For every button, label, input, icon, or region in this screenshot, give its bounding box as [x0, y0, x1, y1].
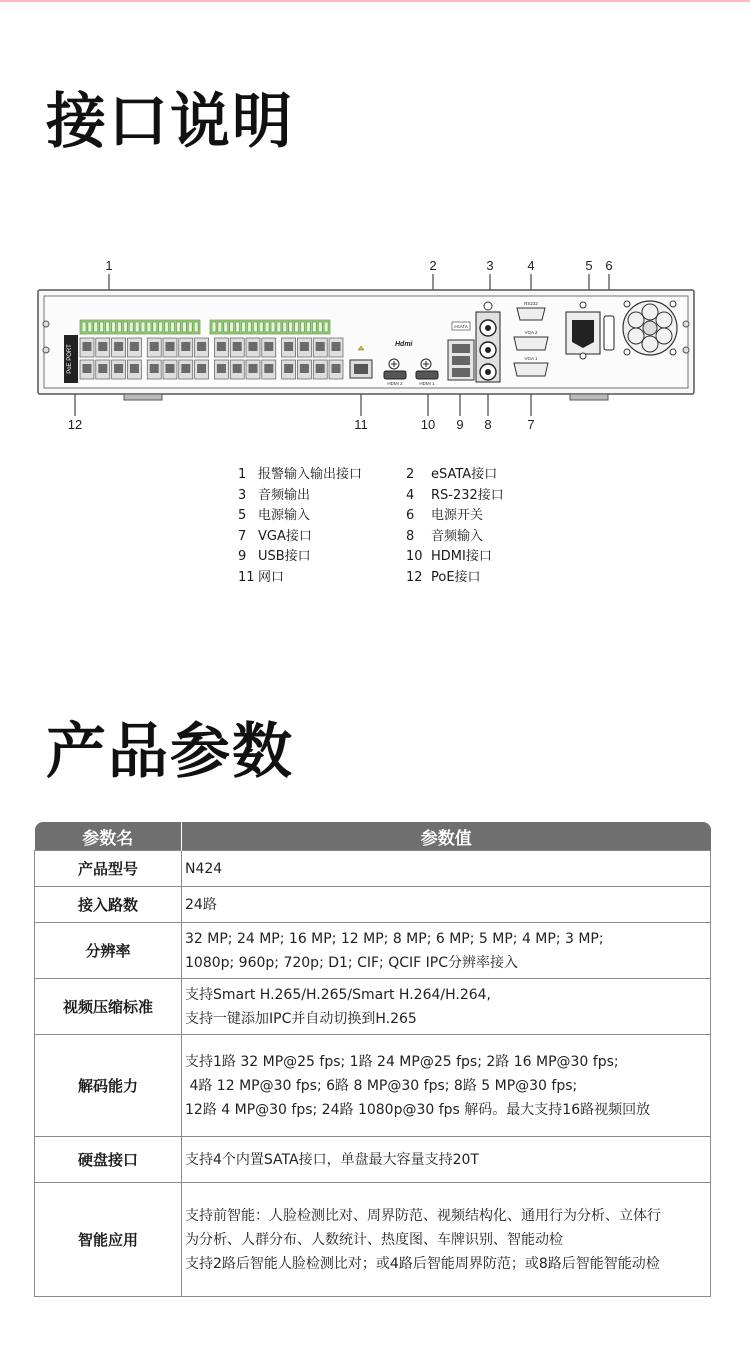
param-value-line: 24路 [185, 896, 217, 913]
audio-ports [476, 302, 500, 382]
param-name-cell: 分辨率 [35, 923, 182, 979]
legend-item [406, 568, 504, 589]
legend-item [406, 465, 504, 486]
legend-label: 网口 [258, 569, 285, 585]
table-row [35, 923, 711, 979]
legend-item [406, 506, 504, 527]
param-value-line: 32 MP; 24 MP; 16 MP; 12 MP; 8 MP; 6 MP; 5 MP; 4 MP; 3 MP; [185, 930, 604, 947]
legend-number: 5 [238, 508, 247, 524]
callout-7: 7 [527, 417, 535, 432]
hdmi-logo: Hdmi [395, 341, 413, 348]
legend-label: 电源开关 [431, 508, 484, 524]
table-row [35, 1137, 711, 1183]
param-value-line: 支持一键添加IPC并自动切换到H.265 [185, 1010, 417, 1027]
param-value-line: 12路 4 MP@30 fps; 24路 1080p@30 fps 解码。最大支持16路视频回放 [185, 1101, 651, 1118]
legend-item [406, 486, 504, 507]
table-row [35, 1035, 711, 1137]
callout-2: 2 [429, 258, 437, 273]
table-row [35, 979, 711, 1035]
legend-number: 6 [406, 508, 415, 524]
param-name-cell: 硬盘接口 [35, 1137, 182, 1183]
param-value-cell [182, 1035, 711, 1137]
legend-label: USB接口 [258, 549, 311, 565]
legend-label: PoE接口 [431, 569, 481, 585]
legend-number: 1 [238, 467, 247, 482]
param-value-cell [182, 923, 711, 979]
param-value-cell [182, 1183, 711, 1297]
hdmi1-label: HDMI 1 [419, 381, 435, 386]
vga1-label: VGA 1 [524, 356, 538, 361]
legend-label: 音频输出 [258, 487, 311, 503]
legend-label: HDMI接口 [431, 549, 492, 565]
param-name-cell: 产品型号 [35, 851, 182, 887]
legend-item [238, 568, 362, 589]
table-row [35, 887, 711, 923]
callout-12: 12 [67, 417, 83, 432]
legend-left [238, 465, 362, 589]
param-name-cell: 接入路数 [35, 887, 182, 923]
param-value-line: 支持1路 32 MP@25 fps; 1路 24 MP@25 fps; 2路 16 MP@30 fps; [185, 1053, 619, 1070]
legend-label: VGA接口 [258, 528, 312, 544]
legend-label: RS-232接口 [431, 487, 504, 503]
callout-8: 8 [484, 417, 492, 432]
param-value-line: 1080p; 960p; 720p; D1; CIF; QCIF IPC分辨率接入 [185, 954, 518, 971]
legend-number: 9 [238, 549, 247, 565]
legend-number: 7 [238, 528, 247, 544]
param-value-line: N424 [185, 860, 223, 877]
param-value-cell [182, 1137, 711, 1183]
param-name-cell: 解码能力 [35, 1035, 182, 1137]
table-row [35, 1183, 711, 1297]
legend-number: 8 [406, 528, 415, 544]
legend-label: 音频输入 [431, 528, 484, 544]
legend-number: 10 [406, 549, 423, 565]
header-param-name: 参数名 [35, 822, 182, 851]
hdmi2-label: HDMI 2 [387, 381, 403, 386]
legend-item [238, 547, 362, 568]
legend-label: eSATA接口 [431, 467, 498, 482]
legend-number: 12 [406, 569, 423, 585]
section-title-params: 产品参数 [46, 717, 294, 787]
callout-5: 5 [585, 258, 593, 273]
param-value-cell [182, 851, 711, 887]
param-value-line: 支持Smart H.265/H.265/Smart H.264/H.264, [185, 986, 492, 1003]
rs232-vga-ports [514, 301, 548, 376]
legend-item [238, 506, 362, 527]
poe-port-label: PoE PORT [67, 344, 73, 374]
param-value-cell [182, 979, 711, 1035]
poe-strip [64, 335, 78, 383]
esata-label: eSATA [454, 324, 468, 329]
callout-10: 10 [420, 417, 436, 432]
param-value-line: 支持前智能：人脸检测比对、周界防范、视频结构化、通用行为分析、立体行 [185, 1207, 661, 1224]
callout-4: 4 [527, 258, 535, 273]
param-value-line: 支持2路后智能人脸检测比对；或4路后智能周界防范；或8路后智能智能动检 [185, 1255, 660, 1272]
vga2-label: VGA 2 [524, 330, 538, 335]
callout-11: 11 [354, 417, 368, 432]
legend-item [238, 465, 362, 486]
rear-panel-diagram [0, 250, 750, 440]
legend-item [238, 486, 362, 507]
top-accent-line [0, 0, 750, 2]
fan [623, 301, 677, 355]
section-title-interfaces: 接口说明 [46, 87, 294, 157]
callout-6: 6 [605, 258, 613, 273]
param-value-cell [182, 887, 711, 923]
legend-item [406, 547, 504, 568]
callout-1: 1 [105, 258, 113, 273]
param-name-cell: 视频压缩标准 [35, 979, 182, 1035]
legend-number: 11 [238, 569, 255, 585]
parameter-table [34, 822, 711, 1297]
header-param-value: 参数值 [182, 822, 711, 851]
legend-number: 3 [238, 487, 247, 503]
legend-item [406, 527, 504, 548]
param-name-cell: 智能应用 [35, 1183, 182, 1297]
param-value-line: 支持4个内置SATA接口，单盘最大容量支持20T [185, 1151, 479, 1168]
param-value-line: 4路 12 MP@30 fps; 6路 8 MP@30 fps; 8路 5 MP@30 fps; [185, 1077, 578, 1094]
legend-label: 电源输入 [258, 508, 311, 524]
table-row [35, 851, 711, 887]
legend-item [238, 527, 362, 548]
param-value-line: 为分析、人群分布、人数统计、热度图、车牌识别、智能动检 [185, 1231, 563, 1248]
callout-3: 3 [486, 258, 494, 273]
legend-number: 4 [406, 487, 415, 503]
callout-9: 9 [456, 417, 464, 432]
legend-number: 2 [406, 467, 415, 482]
legend-label: 报警输入输出接口 [258, 467, 363, 482]
rs232-label: RS232 [524, 301, 538, 306]
legend-right [406, 465, 504, 589]
